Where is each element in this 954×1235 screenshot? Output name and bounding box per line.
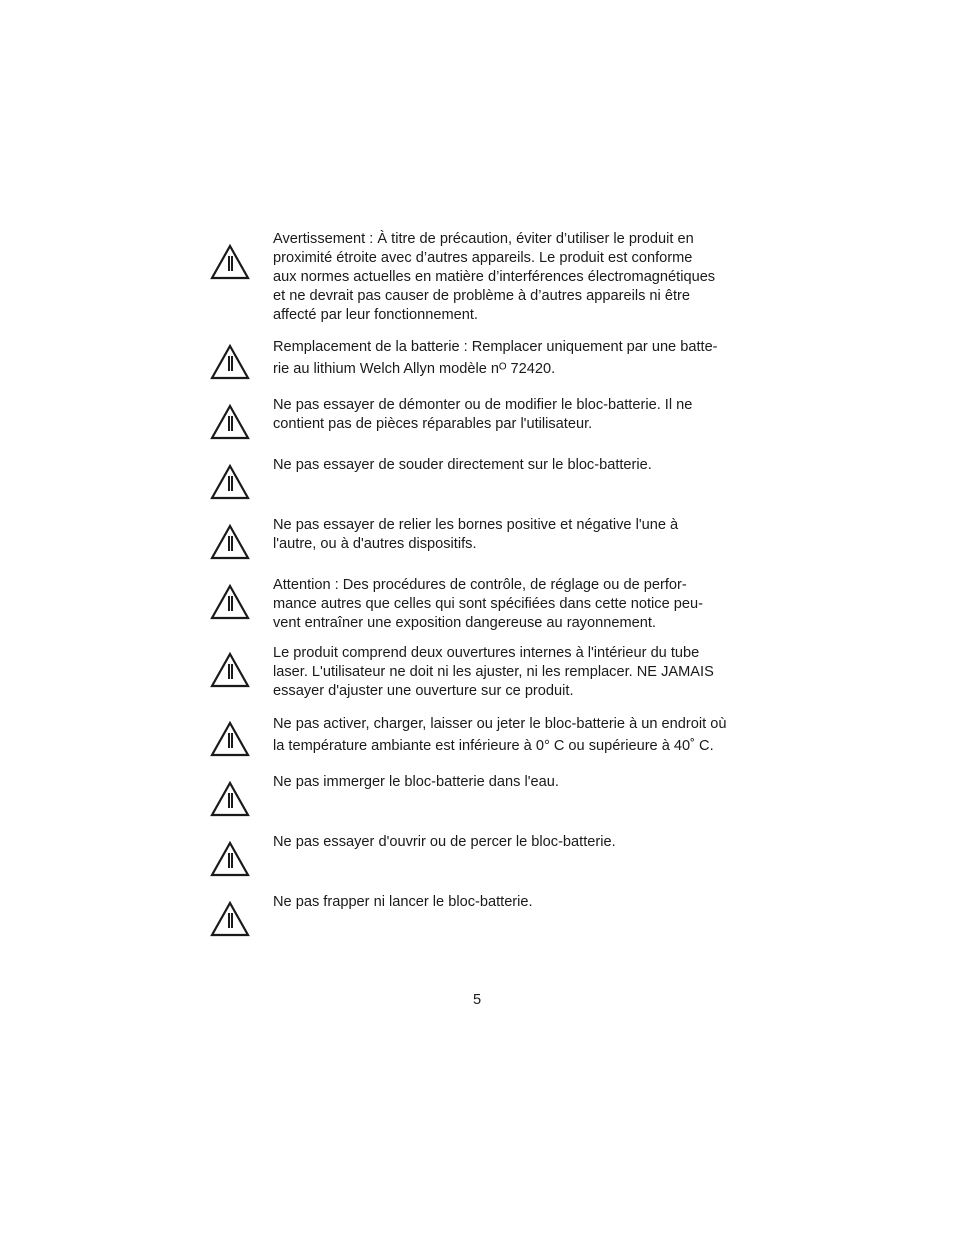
warning-text: Ne pas immerger le bloc-batterie dans l'eau. <box>273 774 559 790</box>
warning-text: Le produit comprend deux ouvertures internes à l'intérieur du tube laser. L'utilisateur ne doit ni les ajuster, ni les remplacer. NE JAMAIS essayer d'ajuster une ouverture sur ce produit. <box>273 645 714 699</box>
warning-triangle-icon <box>210 901 250 937</box>
warning-text: Ne pas activer, charger, laisser ou jeter le bloc-batterie à un endroit où la température ambiante est inférieure à 0° C ou supérieure à 40˚ C. <box>273 716 727 754</box>
warning-triangle-icon <box>210 841 250 877</box>
warning-text: Ne pas frapper ni lancer le bloc-batterie. <box>273 894 533 910</box>
warning-triangle-icon <box>210 721 250 757</box>
warning-triangle-icon <box>210 652 250 688</box>
warning-text: Ne pas essayer de souder directement sur le bloc-batterie. <box>273 457 652 473</box>
warning-triangle-icon <box>210 344 250 380</box>
page-number: 5 <box>472 992 482 1008</box>
warning-triangle-icon <box>210 584 250 620</box>
warning-text: Avertissement : À titre de précaution, éviter d’utiliser le produit en proximité étroite avec d’autres appareils. Le produit est conforme aux normes actuelles en matière d’interférences électromagnétiques et ne devrait pas causer de problème à d’autres appareils ni être affecté par leur fonctionnement. <box>273 231 716 323</box>
warning-triangle-icon <box>210 781 250 817</box>
warning-text: Remplacement de la batterie : Remplacer uniquement par une batte- rie au lithium Welch Allyn modèle nᴼ 72420. <box>273 339 718 377</box>
warning-text: Ne pas essayer de relier les bornes positive et négative l'une à l'autre, ou à d'autres dispositifs. <box>273 517 679 552</box>
warning-triangle-icon <box>210 464 250 500</box>
warning-triangle-icon <box>210 244 250 280</box>
warning-triangle-icon <box>210 404 250 440</box>
warning-triangle-icon <box>210 524 250 560</box>
warning-text: Ne pas essayer de démonter ou de modifier le bloc-batterie. Il ne contient pas de pièces réparables par l'utilisateur. <box>273 397 693 432</box>
warning-text: Ne pas essayer d'ouvrir ou de percer le bloc-batterie. <box>273 834 616 850</box>
warning-text: Attention : Des procédures de contrôle, de réglage ou de perfor- mance autres que celles qui sont spécifiées dans cette notice peu- vent entraîner une exposition dangereuse au rayonnement. <box>273 577 703 631</box>
